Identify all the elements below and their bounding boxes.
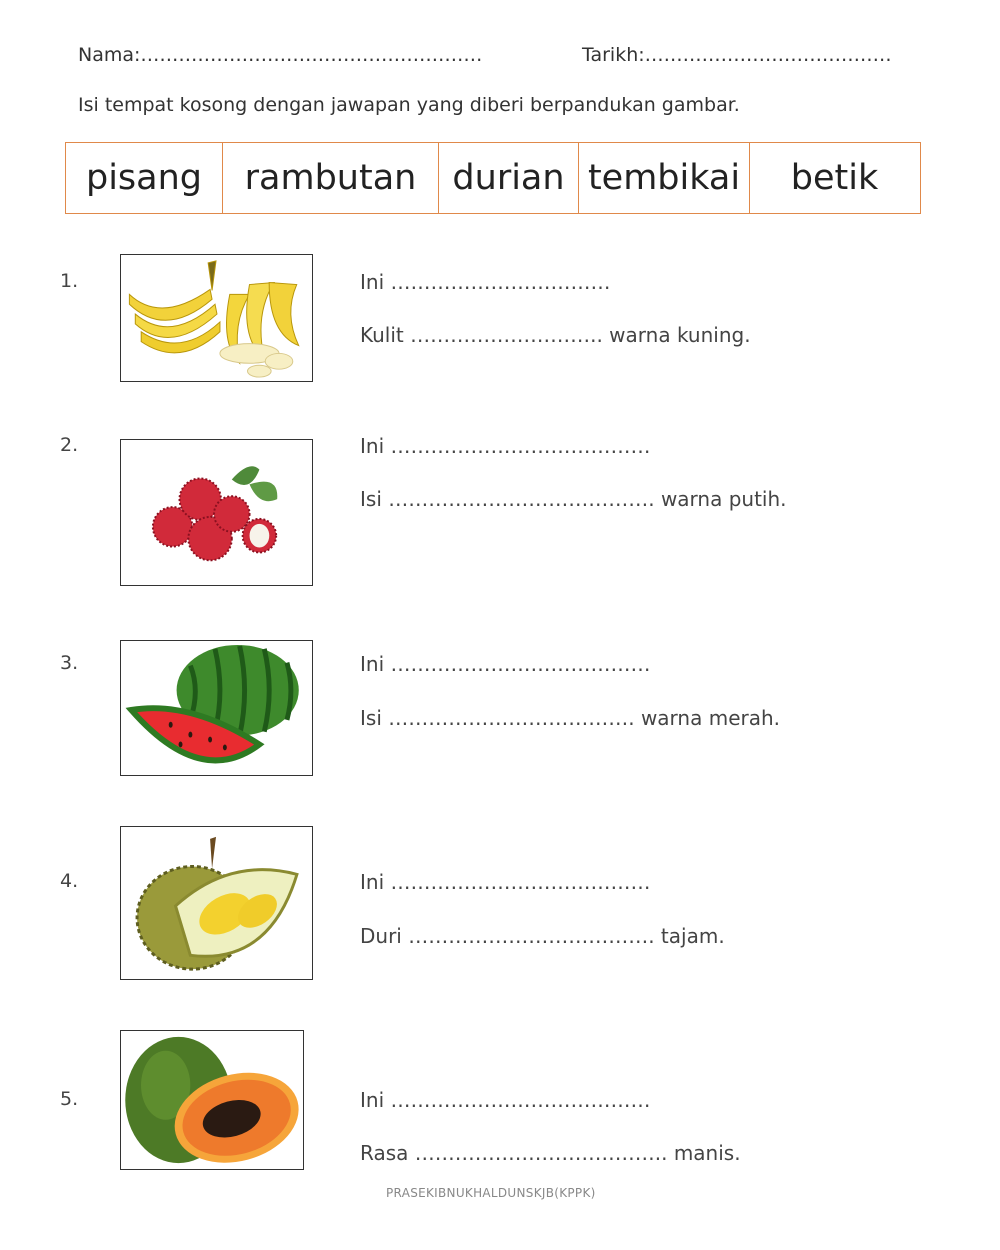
answer-line-1[interactable]: Ini ………………………………… [360, 434, 651, 458]
durian-image [120, 826, 313, 980]
question-number: 4. [60, 870, 79, 892]
papaya-image [120, 1030, 304, 1170]
watermelon-image [120, 640, 313, 776]
word-bank-item: pisang [66, 143, 223, 213]
answer-line-1[interactable]: Ini ………………………………… [360, 870, 651, 894]
question-number: 3. [60, 652, 79, 674]
instruction-text: Isi tempat kosong dengan jawapan yang diberi berpandukan gambar. [78, 94, 740, 116]
answer-line-2[interactable]: Rasa ……………………………….. manis. [360, 1141, 741, 1165]
answer-line-1[interactable]: Ini …………………………… [360, 270, 611, 294]
word-bank-item: durian [439, 143, 579, 213]
question-number: 2. [60, 434, 79, 456]
rambutan-image [120, 439, 313, 586]
question-number: 1. [60, 270, 79, 292]
word-bank-item: rambutan [223, 143, 439, 213]
word-bank-item: tembikai [579, 143, 750, 213]
banana-image [120, 254, 313, 382]
answer-line-1[interactable]: Ini ………………………………… [360, 1088, 651, 1112]
answer-line-1[interactable]: Ini ………………………………… [360, 652, 651, 676]
answer-line-2[interactable]: Kulit ……………………….. warna kuning. [360, 323, 751, 347]
word-bank [65, 142, 921, 214]
question-number: 5. [60, 1088, 79, 1110]
answer-line-2[interactable]: Isi …………………………………. warna putih. [360, 487, 787, 511]
word-bank-item: betik [790, 158, 879, 198]
footer-credit: PRASEKIBNUKHALDUNSKJB(KPPK) [386, 1186, 596, 1200]
date-field[interactable]: Tarikh:………………………………… [582, 44, 892, 66]
answer-line-2[interactable]: Isi ………………………………. warna merah. [360, 706, 781, 730]
answer-line-2[interactable]: Duri ………………………………. tajam. [360, 924, 725, 948]
name-field[interactable]: Nama:……………………………………………… [78, 44, 483, 66]
